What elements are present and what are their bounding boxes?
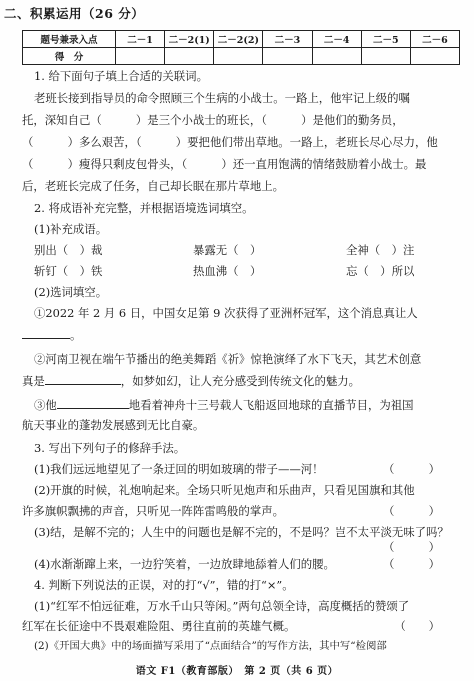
score-table-column: 二－3 [263,31,312,48]
q2-sentence-2-pre: 真是 [22,374,45,388]
score-cell[interactable] [263,48,312,65]
idiom-item: 别出（ ）裁 [34,243,103,257]
q1-line: 后，老班长完成了任务，自己却长眠在那片草地上。 [22,179,284,193]
q1-line: 老班长接到指导员的命令照顾三个生病的小战士。一路上，他牢记上级的嘱 [34,91,410,105]
section-title: 二、积累运用（26 分） [4,6,145,21]
q2-sentence-1-period: 。 [70,328,82,342]
answer-paren[interactable]: （ ） [383,540,440,554]
idiom-item: 斩钉（ ）铁 [34,264,103,278]
score-cell[interactable] [165,48,214,65]
idiom-item: 暴露无（ ） [193,243,262,257]
q3-item-1: (1)我们远远地望见了一条迂回的明如玻璃的带子——河！ [34,462,324,476]
idiom-item: 忘（ ）所以 [346,264,415,278]
answer-blank[interactable] [45,373,121,385]
q2-sentence-3-cont: 航天事业的蓬勃发展感到无比自豪。 [22,418,205,432]
q1-line: （ ）多么艰苦，（ ）要把他们带出草地。一路上，老班长尽心尽力，他 [22,135,438,149]
score-table-column: 二－2(1) [165,31,214,48]
q4-item-1: (1)“红军不怕远征难，万水千山只等闲。”两句总领全诗，高度概括的赞颂了 [34,599,410,613]
q1-title: 1. 给下面句子填上合适的关联词。 [34,69,208,83]
q2-sentence-3-pre: ③他 [34,398,57,412]
answer-blank[interactable] [22,327,70,339]
q2-sentence-1-end [22,327,81,341]
q4-item-2: (2)《开国大典》中的场面描写采用了“点面结合”的写作方法，其中写“检阅部 [34,640,387,652]
q2-sentence-3-post: 地看着神舟十三号载人飞船返回地球的直播节目，为祖国 [128,398,414,412]
q2-sentence-3 [34,397,414,411]
answer-paren[interactable]: （ ） [383,504,440,518]
q3-item-2: (2)开旗的时候，礼炮响起来。全场只听见炮声和乐曲声，只看见国旗和其他 [34,483,415,497]
score-cell[interactable] [214,48,263,65]
q3-item-4: (4)水渐渐蹿上来，一边狞笑着，一边放肆地舔着人们的腰。 [34,557,335,571]
score-table-column: 二－6 [410,31,459,48]
score-table [22,30,460,65]
q3-title: 3. 写出下列句子的修辞手法。 [34,441,186,455]
answer-paren[interactable]: （ ） [383,557,440,571]
score-table-column: 二－5 [361,31,410,48]
q1-line: （ ）瘦得只剩皮包骨头，（ ）还一直用饱满的情绪鼓励着小战士。最 [22,157,427,171]
answer-paren[interactable]: （ ） [383,462,440,476]
q2-sentence-2: ②河南卫视在端午节播出的绝美舞蹈《祈》惊艳演绎了水下飞天，其艺术创意 [34,352,422,366]
score-table-header-label: 题号兼录入点 [23,31,116,48]
score-cell[interactable] [116,48,165,65]
q4-title: 4. 判断下列说法的正误，对的打“√”，错的打“×”。 [34,578,294,592]
answer-blank[interactable] [57,397,129,409]
score-table-column: 二－2(2) [214,31,263,48]
q1-line: 托，深知自己（ ）是三个小战士的班长，（ ）是他们的勤务员， [22,113,404,127]
q4-item-1-cont: 红军在长征途中不畏艰难险阻、勇往直前的英雄气概。 [22,619,296,633]
q3-item-3: (3)结，是解不完的；人生中的问题也是解不完的，不是吗？岂不太平淡无味了吗？ [34,525,449,539]
q2-sub2: (2)选词填空。 [34,285,108,299]
answer-paren[interactable]: （ ） [394,619,440,633]
score-table-score-row [23,48,460,65]
q2-sentence-1: ①2022 年 2 月 6 日，中国女足第 9 次获得了亚洲杯冠军，这个消息真让人 [34,306,418,320]
score-label: 得 分 [23,48,116,65]
score-table-column: 二－4 [312,31,361,48]
idiom-item: 热血沸（ ） [193,264,262,278]
idiom-item: 全神（ ）注 [346,243,415,257]
score-table-header-row [23,31,460,48]
score-cell[interactable] [410,48,459,65]
page-footer: 语文 F1（教育部版） 第 2 页（共 6 页） [135,666,339,677]
q3-item-2-cont: 许多旗帜飘拂的声音，只听见一阵阵雷鸣般的掌声。 [22,504,284,518]
q2-title: 2. 将成语补充完整，并根据语境选词填空。 [34,201,254,215]
score-cell[interactable] [361,48,410,65]
q2-sentence-2-cont [22,373,360,387]
score-table-column: 二－1 [116,31,165,48]
q2-sub1: (1)补充成语。 [34,222,108,236]
score-cell[interactable] [312,48,361,65]
q2-sentence-2-post: ，如梦如幻，让人充分感受到传统文化的魅力。 [120,374,361,388]
